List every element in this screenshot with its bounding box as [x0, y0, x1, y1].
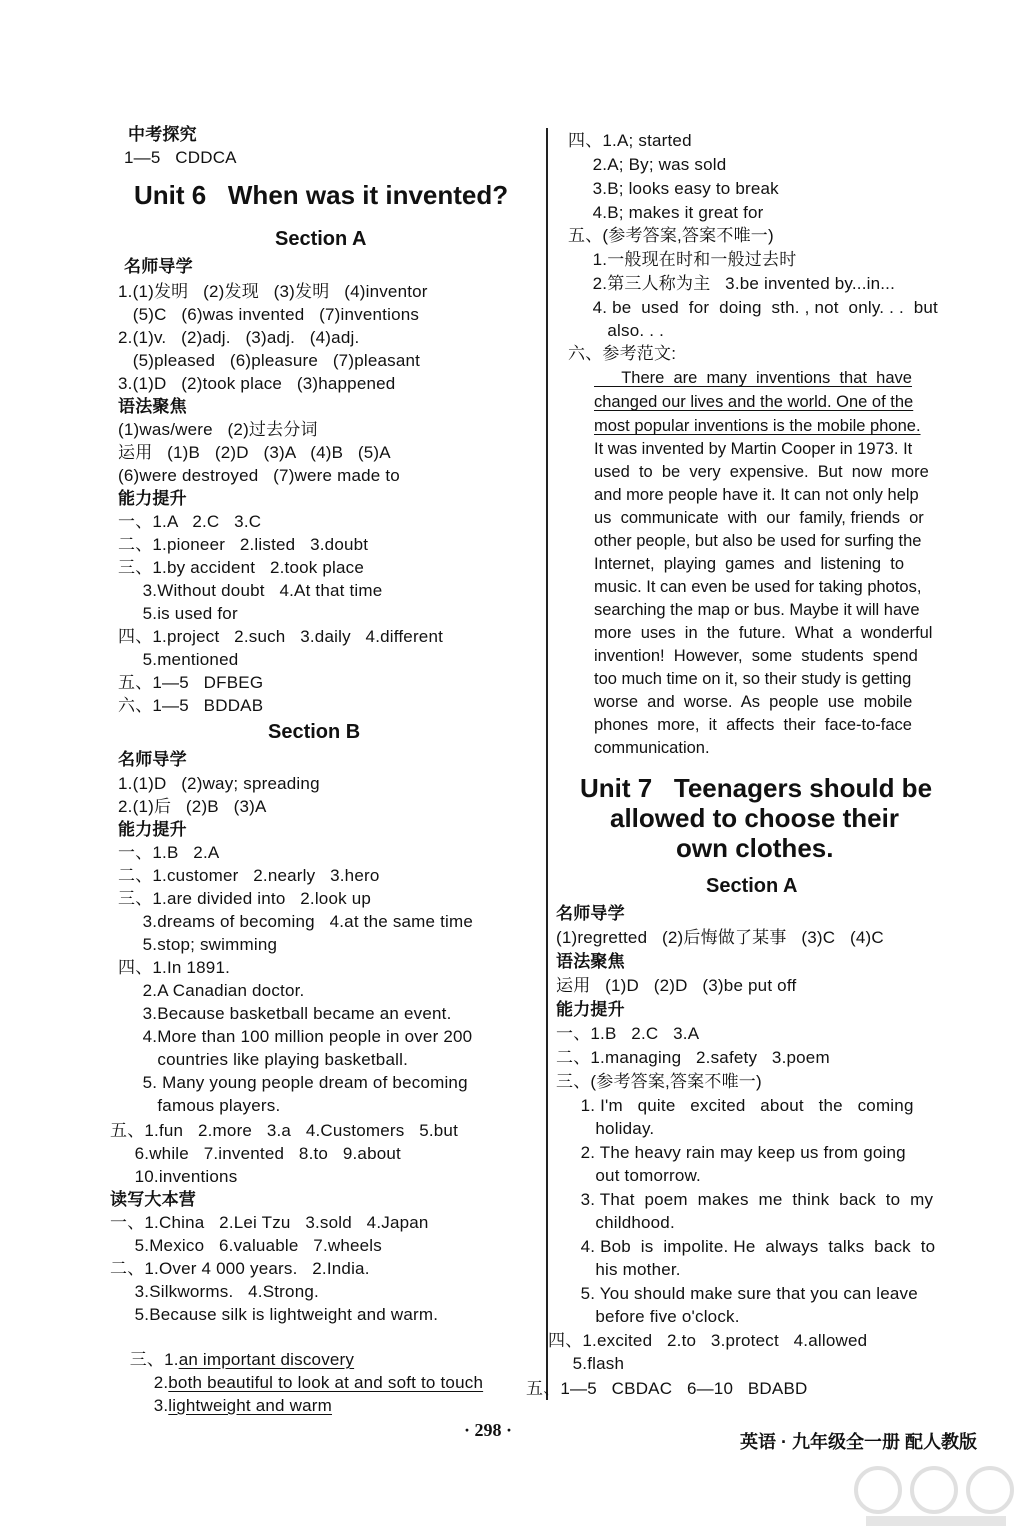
essay-line: worse and worse. As people use mobile: [594, 693, 913, 711]
list-item: 3.dreams of becoming 4.at the same time: [118, 912, 474, 931]
list-item: 5.flash: [548, 1354, 625, 1373]
list-item: 四、1.In 1891.: [118, 958, 231, 977]
liu-heading: 六、参考范文:: [568, 344, 677, 363]
list-item: 3.B; looks easy to break: [568, 179, 779, 198]
unit7-section-a-heading: Section A: [706, 875, 798, 897]
unit7-title-line1: Unit 7 Teenagers should be: [580, 773, 933, 803]
list-item: (5)C (6)was invented (7)inventions: [118, 305, 420, 324]
list-item: 二、1.Over 4 000 years. 2.India.: [110, 1259, 370, 1278]
list-item: his mother.: [556, 1260, 681, 1279]
essay-line: communication.: [594, 739, 710, 757]
list-item: 2.(1)后 (2)B (3)A: [118, 797, 267, 816]
list-item: 四、1.excited 2.to 3.protect 4.allowed: [548, 1331, 868, 1350]
list-item: 5. Many young people dream of becoming: [118, 1073, 468, 1092]
nengli-heading: 能力提升: [556, 1000, 625, 1019]
essay-line: phones more, it affects their face-to-face: [594, 716, 912, 734]
essay-line: There are many inventions that have: [594, 369, 912, 387]
essay-line: It was invented by Martin Cooper in 1973. It: [594, 440, 913, 458]
essay-line: too much time on it, so their study is getting: [594, 670, 912, 688]
essay-line: most popular inventions is the mobile phone.: [594, 417, 921, 435]
a-mingshi-heading: 名师导学: [124, 257, 193, 276]
list-item: 5.Mexico 6.valuable 7.wheels: [110, 1236, 382, 1255]
essay-line: other people, but also be used for surfing the: [594, 532, 922, 550]
list-item: 1.一般现在时和一般过去时: [568, 250, 797, 269]
watermark-logo: [846, 1460, 1026, 1530]
list-item: 运用 (1)D (2)D (3)be put off: [556, 976, 797, 995]
list-item: 二、1.managing 2.safety 3.poem: [556, 1048, 830, 1067]
list-item: 运用 (1)B (2)D (3)A (4)B (5)A: [118, 443, 391, 462]
list-item: 3.Silkworms. 4.Strong.: [110, 1282, 319, 1301]
list-item: countries like playing basketball.: [118, 1050, 408, 1069]
list-item: 5. You should make sure that you can leave: [556, 1284, 918, 1303]
list-item: 一、1.A 2.C 3.C: [118, 512, 262, 531]
list-item: 1.(1)发明 (2)发现 (3)发明 (4)inventor: [118, 282, 428, 301]
list-item: 四、1.project 2.such 3.daily 4.different: [118, 627, 444, 646]
list-item: 5.Because silk is lightweight and warm.: [110, 1305, 439, 1324]
underlined-answer: lightweight and warm: [168, 1396, 332, 1415]
list-item: 1.(1)D (2)way; spreading: [118, 774, 320, 793]
underlined-answer: an important discovery: [178, 1350, 355, 1369]
wu-heading: 五、(参考答案,答案不唯一): [568, 226, 774, 245]
list-item: out tomorrow.: [556, 1166, 701, 1185]
list-item: holiday.: [556, 1119, 655, 1138]
essay-line: used to be very expensive. But now more: [594, 463, 929, 481]
unit7-title-line3: own clothes.: [676, 833, 834, 863]
list-item: 5.is used for: [118, 604, 238, 623]
list-item: 4. Bob is impolite. He always talks back to: [556, 1237, 936, 1256]
list-item: also. . .: [568, 321, 664, 340]
essay-line: and more people have it. It can not only help: [594, 486, 919, 504]
list-item: 4. be used for doing sth. , not only. . . but: [568, 298, 938, 317]
column-divider: [546, 128, 548, 1400]
list-item: (1)regretted (2)后悔做了某事 (3)C (4)C: [556, 928, 884, 947]
list-item: 三、1.by accident 2.took place: [118, 558, 365, 577]
list-item: 6.while 7.invented 8.to 9.about: [110, 1144, 401, 1163]
item-prefix: 三、1.: [129, 1350, 179, 1369]
essay-line: more uses in the future. What a wonderful: [594, 624, 933, 642]
list-item: 3.Without doubt 4.At that time: [118, 581, 383, 600]
section-b-heading: Section B: [268, 721, 361, 743]
list-item: 2.第三人称为主 3.be invented by...in...: [568, 274, 896, 293]
list-item: 2.(1)v. (2)adj. (3)adj. (4)adj.: [118, 328, 360, 347]
list-item: [134, 1373, 332, 1439]
b-nengli-heading: 能力提升: [118, 820, 187, 839]
list-item: 二、1.customer 2.nearly 3.hero: [118, 866, 380, 885]
list-item: (6)were destroyed (7)were made to: [118, 466, 400, 485]
a-yufa-heading: 语法聚焦: [118, 397, 187, 416]
unit7-title-line2: allowed to choose their: [610, 803, 899, 833]
list-item: 2.A; By; was sold: [568, 155, 727, 174]
mingshi-heading: 名师导学: [556, 904, 625, 923]
list-item: 一、1.China 2.Lei Tzu 3.sold 4.Japan: [110, 1213, 429, 1232]
list-item: 3.Because basketball became an event.: [118, 1004, 452, 1023]
list-item: 一、1.B 2.A: [118, 843, 220, 862]
item-prefix: 2.: [153, 1373, 169, 1392]
list-item: 5.stop; swimming: [118, 935, 278, 954]
section-a-heading: Section A: [275, 228, 367, 250]
list-item: 四、1.A; started: [568, 131, 692, 150]
list-item: 5.mentioned: [118, 650, 239, 669]
list-item: 五、1.fun 2.more 3.a 4.Customers 5.but: [110, 1121, 459, 1140]
a-nengli-heading: 能力提升: [118, 489, 187, 508]
essay-line: us communicate with our family, friends or: [594, 509, 924, 527]
list-item: 1. I'm quite excited about the coming: [556, 1096, 914, 1115]
list-item: (5)pleased (6)pleasure (7)pleasant: [118, 351, 421, 370]
list-item: 3. That poem makes me think back to my: [556, 1190, 934, 1209]
list-item: 一、1.B 2.C 3.A: [556, 1024, 700, 1043]
list-item: (1)was/were (2)过去分词: [118, 420, 318, 439]
b-duxie-heading: 读写大本营: [110, 1190, 196, 1209]
essay-line: searching the map or bus. Maybe it will have: [594, 601, 920, 619]
essay-line: changed our lives and the world. One of the: [594, 393, 914, 411]
essay-line: invention! However, some students spend: [594, 647, 918, 665]
book-title: 英语 · 九年级全一册 配人教版: [740, 1432, 977, 1452]
list-item: 3.(1)D (2)took place (3)happened: [118, 374, 396, 393]
list-item: 4.More than 100 million people in over 200: [118, 1027, 473, 1046]
zhongkao-answers: 1—5 CDDCA: [124, 148, 237, 167]
list-item: 五、1—5 DFBEG: [118, 673, 264, 692]
essay-line: music. It can even be used for taking photos,: [594, 578, 922, 596]
list-item: 三、1.are divided into 2.look up: [118, 889, 372, 908]
list-item: 二、1.pioneer 2.listed 3.doubt: [118, 535, 369, 554]
list-item: before five o'clock.: [556, 1307, 740, 1326]
list-item: famous players.: [118, 1096, 281, 1115]
underlined-answer: both beautiful to look at and soft to touch: [168, 1373, 484, 1392]
item-prefix: 3.: [153, 1396, 169, 1415]
b-mingshi-heading: 名师导学: [118, 750, 187, 769]
yufa-heading: 语法聚焦: [556, 952, 625, 971]
page-number: · 298 ·: [464, 1420, 513, 1440]
list-item: 三、(参考答案,答案不唯一): [556, 1072, 762, 1091]
essay-line: Internet, playing games and listening to: [594, 555, 905, 573]
list-item: 六、1—5 BDDAB: [118, 696, 264, 715]
zhongkao-heading: 中考探究: [128, 125, 197, 144]
list-item: 4.B; makes it great for: [568, 203, 764, 222]
list-item: childhood.: [556, 1213, 675, 1232]
list-item: 2. The heavy rain may keep us from going: [556, 1143, 906, 1162]
list-item: 2.A Canadian doctor.: [118, 981, 305, 1000]
list-item: 10.inventions: [110, 1167, 238, 1186]
unit6-title: Unit 6 When was it invented?: [134, 180, 509, 210]
list-item: 五、1—5 CBDAC 6—10 BDABD: [526, 1379, 808, 1398]
